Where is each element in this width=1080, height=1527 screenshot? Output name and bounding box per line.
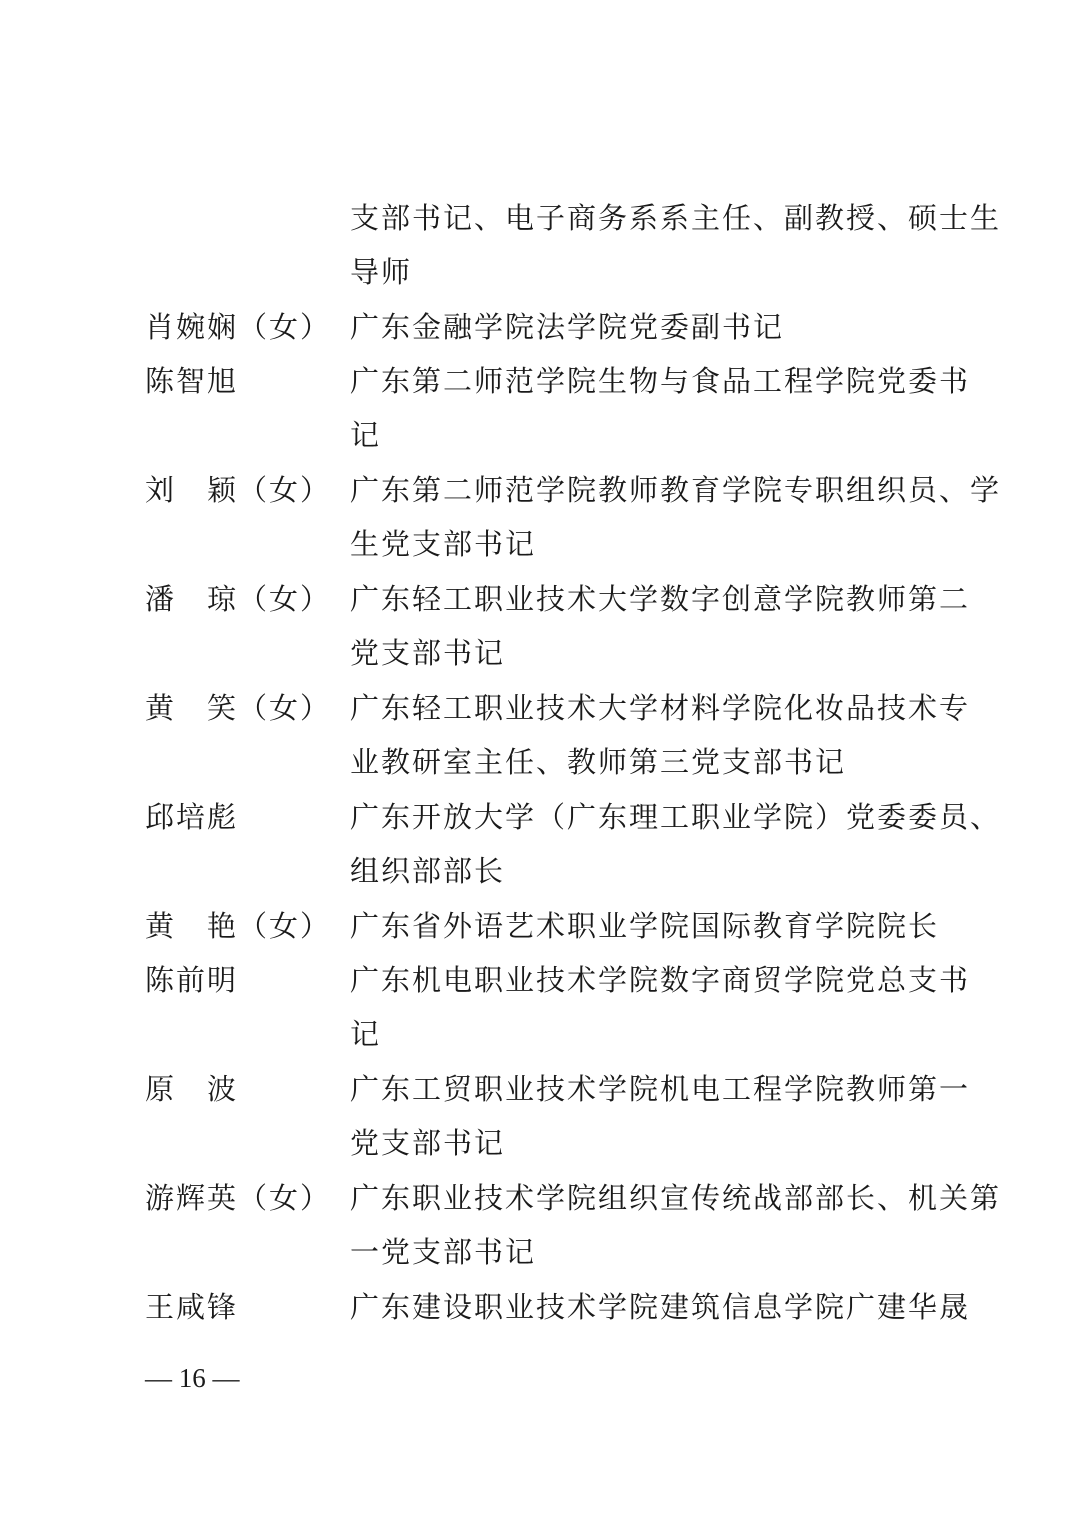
description-line: 广东开放大学（广东理工职业学院）党委委员、 — [350, 800, 1002, 834]
person-name: 黄 艳（女） — [145, 909, 332, 943]
description-line: 组织部部长 — [350, 854, 506, 888]
position-description — [350, 191, 1002, 299]
description-line: 一党支部书记 — [350, 1235, 537, 1269]
description-line: 广东轻工职业技术大学材料学院化妆品技术专 — [350, 691, 971, 725]
description-line: 导师 — [350, 255, 413, 289]
position-description — [350, 953, 971, 1061]
description-line: 记 — [350, 1017, 382, 1051]
position-description — [350, 1171, 1002, 1279]
person-name: 黄 笑（女） — [145, 691, 332, 725]
person-name: 邱培彪 — [145, 800, 239, 834]
description-line: 党支部书记 — [350, 636, 506, 670]
description-line: 生党支部书记 — [350, 527, 537, 561]
position-description — [350, 572, 971, 680]
person-name: 潘 琼（女） — [145, 582, 332, 616]
position-description — [350, 681, 971, 789]
description-line: 广东金融学院法学院党委副书记 — [350, 310, 785, 344]
description-line: 广东建设职业技术学院建筑信息学院广建华晟 — [350, 1290, 971, 1324]
description-line: 业教研室主任、教师第三党支部书记 — [350, 745, 847, 779]
description-line: 广东职业技术学院组织宣传统战部部长、机关第 — [350, 1181, 1002, 1215]
person-name: 游辉英（女） — [145, 1181, 332, 1215]
description-line: 广东工贸职业技术学院机电工程学院教师第一 — [350, 1072, 971, 1106]
position-description — [350, 300, 950, 354]
position-description — [350, 354, 971, 462]
position-description — [350, 1062, 971, 1170]
person-name: 刘 颖（女） — [145, 473, 332, 507]
person-name: 肖婉娴（女） — [145, 310, 332, 344]
position-description — [350, 1280, 971, 1334]
description-line: 记 — [350, 418, 382, 452]
description-line: 广东轻工职业技术大学数字创意学院教师第二 — [350, 582, 971, 616]
person-name: 王咸锋 — [145, 1290, 239, 1324]
position-description — [350, 463, 1002, 571]
description-line: 广东第二师范学院生物与食品工程学院党委书 — [350, 364, 971, 398]
person-name: 陈前明 — [145, 963, 239, 997]
position-description — [350, 790, 1002, 898]
description-line: 党支部书记 — [350, 1126, 506, 1160]
person-name: 原 波 — [145, 1072, 239, 1106]
description-line: 广东机电职业技术学院数字商贸学院党总支书 — [350, 963, 971, 997]
position-description — [350, 899, 950, 953]
description-line: 广东第二师范学院教师教育学院专职组织员、学 — [350, 473, 1002, 507]
description-line: 支部书记、电子商务系系主任、副教授、硕士生 — [350, 201, 1002, 235]
page-number: — 16 — — [145, 1363, 240, 1393]
person-name: 陈智旭 — [145, 364, 239, 398]
description-line: 广东省外语艺术职业学院国际教育学院院长 — [350, 909, 940, 943]
